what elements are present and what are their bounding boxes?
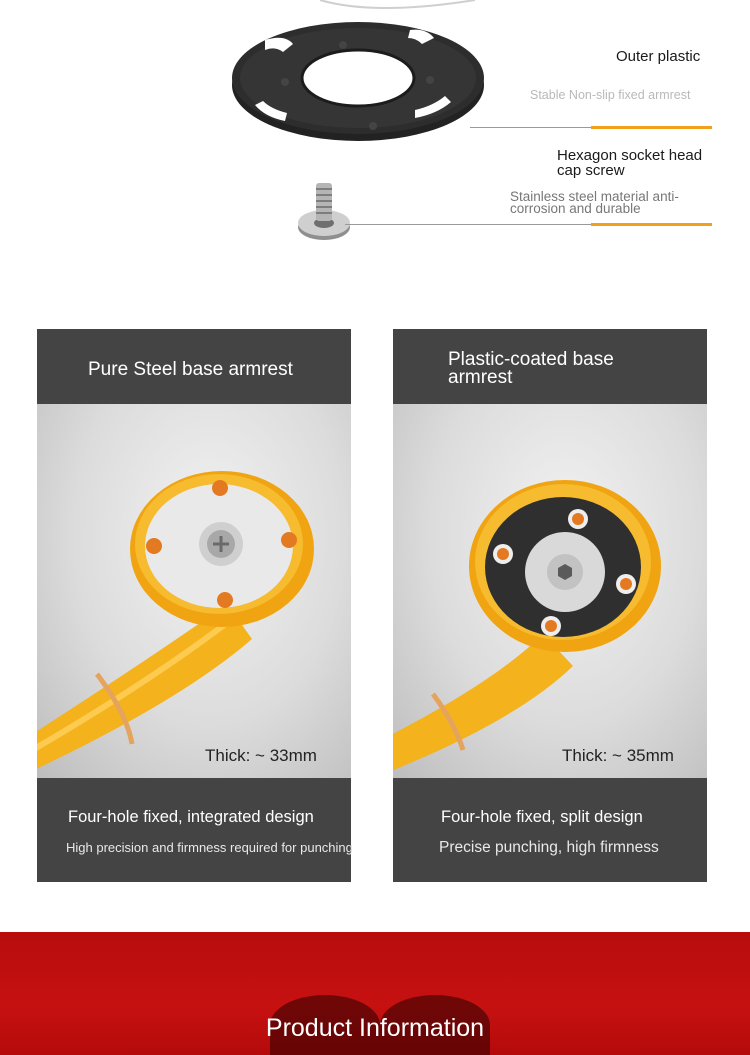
plastic-base-armrest-photo [393,404,707,778]
plastic-ring-icon [225,0,495,150]
comparison-card-steel [37,329,351,882]
product-info-banner [0,932,750,1055]
feature-subtitle: Precise punching, high firmness [439,839,659,856]
card-title: Pure Steel base armrest [88,359,293,380]
accent-bar [591,126,712,129]
screw-icon [290,175,360,245]
accent-bar [591,223,712,226]
card-header [393,329,707,404]
card-title-line1: Plastic-coated base [448,349,614,370]
part-title-screw-line1: Hexagon socket head [557,147,703,164]
part-subtitle-screw-line2: corrosion and durable [510,201,641,216]
steel-base-armrest-photo [37,404,351,778]
comparison-card-plastic [393,329,707,882]
thickness-label: Thick: ~ 33mm [205,746,317,765]
feature-title: Four-hole fixed, split design [441,808,643,826]
feature-subtitle: High precision and firmness required for punching [66,840,353,855]
part-subtitle-outer-plastic: Stable Non-slip fixed armrest [530,88,691,102]
card-footer [393,778,707,882]
thickness-label: Thick: ~ 35mm [562,746,674,765]
section-title: Product Information [265,1014,485,1042]
card-title-line2: armrest [448,367,513,388]
feature-title: Four-hole fixed, integrated design [68,808,314,826]
part-title-outer-plastic: Outer plastic [616,48,701,65]
card-header [37,329,351,404]
part-subtitle-screw-line1: Stainless steel material anti- [510,189,679,204]
part-title-screw-line2: cap screw [557,162,625,179]
card-footer [37,778,351,882]
